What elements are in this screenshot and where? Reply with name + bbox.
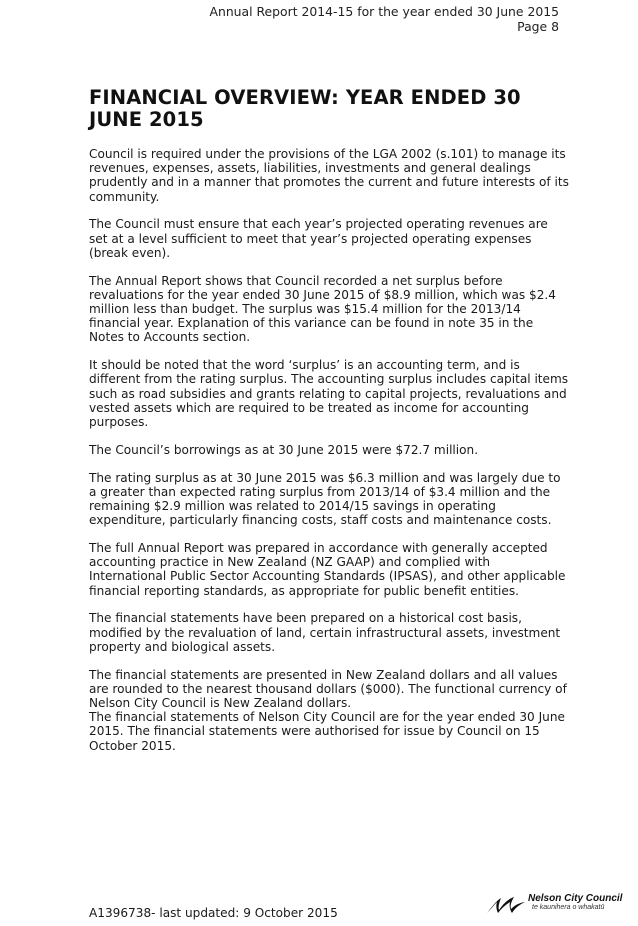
report-title-line: Annual Report 2014-15 for the year ended 30 June 2015 xyxy=(209,4,559,19)
page-header xyxy=(210,4,560,34)
paragraph-net-surplus: The Annual Report shows that Council recorded a net surplus before revaluations for the year ended 30 June 2015 of $8.9 million, which was $2.4 million less than budget. The surplus was $15.4 million for the 2013/14 financial year. Explanation of this variance can be found in note 35 in the Notes to Accounts section. xyxy=(89,273,556,345)
paragraph-lga-requirement: Council is required under the provisions of the LGA 2002 (s.101) to manage its revenues, expenses, assets, liabilities, investments and general dealings prudently and in a manner that promotes the current and future interests of its community. xyxy=(89,147,569,204)
paragraph-accounting-standards: The full Annual Report was prepared in accordance with generally accepted accounting practice in New Zealand (NZ GAAP) and complied with International Public Sector Accounting Standards (IPSAS), and other applicable financial reporting standards, as appropriate for public benefit entities. xyxy=(89,541,566,598)
paragraph-borrowings: The Council’s borrowings as at 30 June 2015 were $72.7 million. xyxy=(89,442,479,457)
council-tagline: te kaunihera o whakatū xyxy=(532,904,605,911)
paragraph-cost-basis: The financial statements have been prepared on a historical cost basis, modified by the revaluation of land, certain infrastructural assets, investment property and biological assets. xyxy=(89,611,561,654)
paragraph-break-even: The Council must ensure that each year’s projected operating revenues are set at a level sufficient to meet that year’s projected operating expenses (break even). xyxy=(89,217,548,260)
page-number: Page 8 xyxy=(517,19,559,34)
council-logo-mark-icon xyxy=(486,895,526,915)
paragraph-rating-surplus: The rating surplus as at 30 June 2015 was $6.3 million and was largely due to a greater than expected rating surplus from 2013/14 of $3.4 million and the remaining $2.9 million was related to 2014/15 savings in operating expenditure, particularly financing costs, staff costs and maintenance costs. xyxy=(89,470,561,528)
page-title: FINANCIAL OVERVIEW: YEAR ENDED 30 JUNE 2015 xyxy=(89,86,521,131)
council-name: Nelson City Council xyxy=(528,893,623,904)
document-reference: A1396738- last updated: 9 October 2015 xyxy=(89,906,338,920)
paragraph-surplus-term: It should be noted that the word ‘surplus’ is an accounting term, and is different from the rating surplus. The accounting surplus includes capital items such as road subsidies and grants relating to capital projects, revaluations and vested assets which are required to be treated as income for accounting purposes. xyxy=(89,358,569,430)
paragraph-currency: The financial statements are presented in New Zealand dollars and all values are rounded to the nearest thousand dollars ($000). The functional currency of Nelson City Council is New Zealand dollars. xyxy=(89,667,567,711)
council-logo xyxy=(486,891,623,917)
paragraph-authorisation: The financial statements of Nelson City Council are for the year ended 30 June 2015. The financial statements were authorised for issue by Council on 15 October 2015. xyxy=(89,710,565,753)
document-body xyxy=(89,87,569,766)
